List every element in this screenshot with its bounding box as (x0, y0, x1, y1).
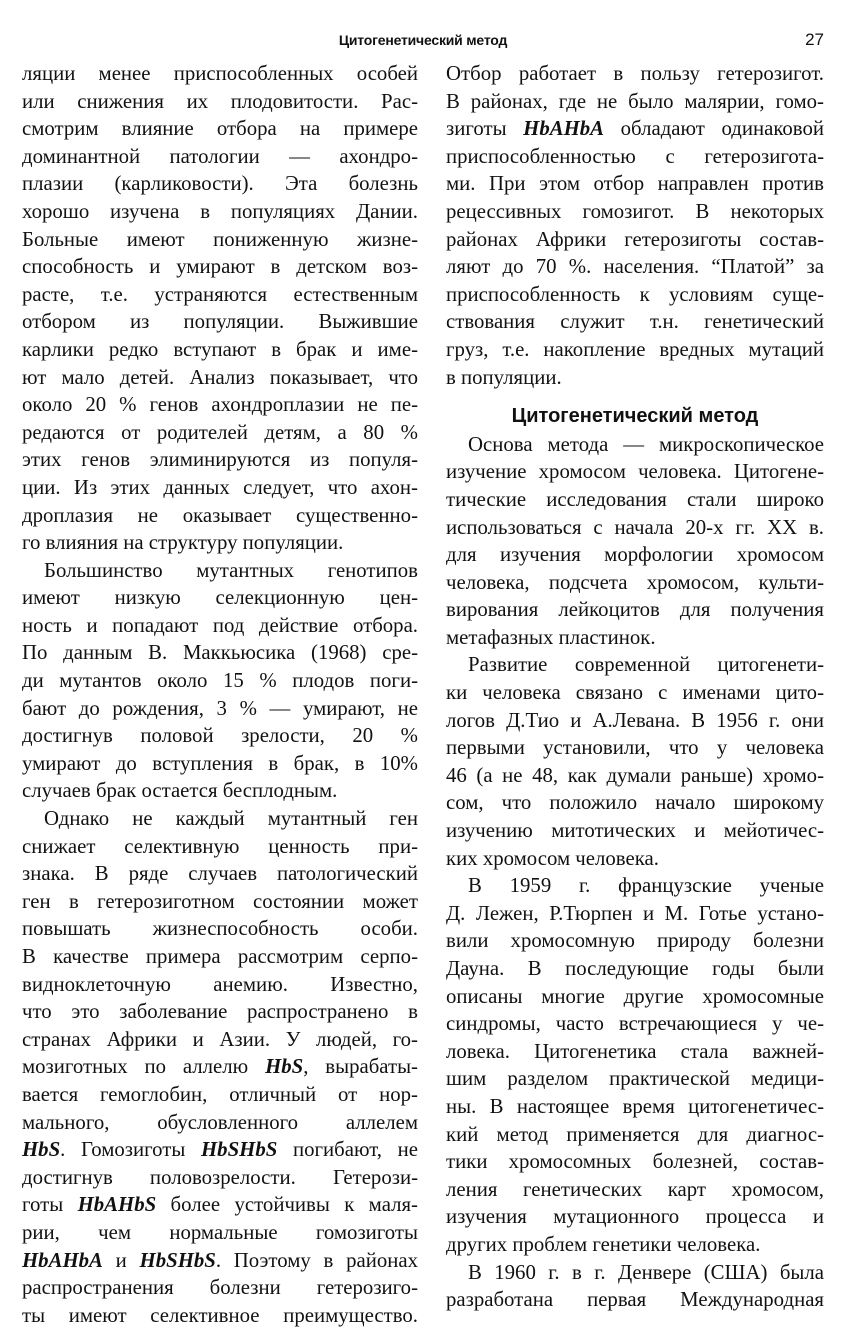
text-line: Однако не каждый мутантный ген (44, 807, 418, 831)
text-line: способность и умирают в детском воз- (22, 255, 418, 279)
text-line: По данным В. Маккьюсика (1968) сре- (22, 641, 418, 665)
text-line: логов Д.Тио и А.Левана. В 1956 г. они (446, 708, 824, 732)
text-line: В 1959 г. французские ученые (468, 874, 824, 898)
left-column (22, 60, 418, 1329)
text-line: доминантной патологии — ахондро- (22, 144, 418, 168)
text-line: первыми установили, что у человека (446, 736, 824, 760)
text-line: ми. При этом отбор направлен против (446, 172, 824, 196)
text-line: распространения болезни гетерозиго- (22, 1276, 418, 1300)
text-line: ции. Из этих данных следует, что ахон- (22, 475, 418, 499)
text-line: ди мутантов около 15 % плодов поги- (22, 669, 418, 693)
right-column-bottom (446, 431, 824, 1314)
text-line: В районах, где не было малярии, гомо- (446, 89, 824, 113)
text-line: изучения мутационного процесса и (446, 1205, 824, 1229)
section-heading: Цитогенетический метод (511, 405, 759, 428)
right-column-top (446, 60, 824, 391)
text-line: разработана первая Международная (446, 1288, 824, 1312)
text-line: изучение хромосом человека. Цитогене- (446, 460, 824, 484)
text-line: странах Африки и Азии. У людей, го- (22, 1027, 418, 1051)
text-line: других проблем генетики человека. (446, 1232, 761, 1256)
text-line: мозиготных по аллелю HbS, вырабаты- (22, 1055, 418, 1079)
text-line: рецессивных гомозигот. В некоторых (446, 199, 824, 223)
text-line: Д. Лежен, Р.Тюрпен и М. Готье устано- (446, 901, 824, 925)
text-line: знака. В ряде случаев патологический (22, 862, 418, 886)
text-line: около 20 % генов ахондроплазии не пе- (22, 393, 418, 417)
text-line: случаев брак остается бесплодным. (22, 779, 338, 803)
text-line: хорошо изучена в популяциях Дании. (22, 199, 418, 223)
text-line: готы HbAHbS более устойчивы к маля- (22, 1193, 418, 1217)
text-line: для изучения морфологии хромосом (446, 543, 824, 567)
running-title: Цитогенетический метод (338, 32, 508, 48)
text-line: ствования служит т.н. генетический (446, 310, 824, 334)
text-line: ты имеют селективное преимущество. (22, 1303, 418, 1327)
text-line: шим разделом практической медици- (446, 1067, 824, 1091)
text-line: груз, т.е. накопление вредных мутаций (446, 337, 824, 361)
text-line: расте, т.е. устраняются естественным (22, 282, 418, 306)
text-line: районах Африки гетерозиготы состав- (446, 227, 824, 251)
text-line: ления генетических карт хромосом, (446, 1177, 824, 1201)
text-line: синдромы, часто встречающиеся у че- (446, 1012, 824, 1036)
page-header (22, 32, 824, 52)
text-line: ловека. Цитогенетика стала важней- (446, 1039, 824, 1063)
text-line: снижает селективную ценность при- (22, 834, 418, 858)
text-line: 46 (а не 48, как думали раньше) хромо- (446, 763, 824, 787)
text-line: ют мало детей. Анализ показывает, что (22, 365, 418, 389)
text-line: повышать жизнеспособность особи. (22, 917, 418, 941)
text-line: редаются от родителей детям, а 80 % (22, 420, 418, 444)
text-line: в популяции. (446, 365, 562, 389)
text-line: что это заболевание распространено в (22, 1000, 418, 1024)
text-line: приспособленностью с гетерозигота- (446, 144, 824, 168)
text-line: HbAHbA и HbSHbS. Поэтому в районах (22, 1248, 418, 1272)
text-line: ны. В настоящее время цитогенетичес- (446, 1094, 824, 1118)
text-line: описаны многие другие хромосомные (446, 984, 824, 1008)
text-line: видноклеточную анемию. Известно, (22, 972, 418, 996)
text-line: отбором из популяции. Выжившие (22, 310, 418, 334)
text-line: Развитие современной цитогенети- (468, 653, 824, 677)
text-line: вирования лейкоцитов для получения (446, 598, 824, 622)
text-line: человека, подсчета хромосом, культи- (446, 570, 824, 594)
text-line: достигнув половой зрелости, 20 % (22, 724, 418, 748)
text-line: го влияния на структуру популяции. (22, 531, 344, 555)
right-column (446, 60, 824, 1314)
text-line: ген в гетерозиготном состоянии может (22, 889, 418, 913)
text-line: метафазных пластинок. (446, 625, 656, 649)
text-line: достигнув половозрелости. Гетерози- (22, 1165, 418, 1189)
text-line: ких хромосом человека. (446, 846, 659, 870)
text-line: вается гемоглобин, отличный от нор- (22, 1082, 418, 1106)
text-line: карлики редко вступают в брак и име- (22, 337, 418, 361)
text-line: или снижения их плодовитости. Рас- (22, 89, 418, 113)
text-line: дроплазия не оказывает существенно- (22, 503, 418, 527)
text-line: Больные имеют пониженную жизне- (22, 227, 418, 251)
text-line: умирают до вступления в брак, в 10% (22, 751, 418, 775)
text-line: мального, обусловленного аллелем (22, 1110, 418, 1134)
text-line: ность и попадают под действие отбора. (22, 613, 418, 637)
text-line: зиготы HbAHbA обладают одинаковой (446, 117, 824, 141)
text-line: тические исследования стали широко (446, 487, 824, 511)
text-line: В 1960 г. в г. Денвере (США) была (468, 1260, 824, 1284)
text-line: ляют до 70 %. населения. “Платой” за (446, 255, 824, 279)
text-line: В качестве примера рассмотрим серпо- (22, 945, 418, 968)
text-line: рии, чем нормальные гомозиготы (22, 1220, 418, 1244)
text-line: приспособленность к условиям суще- (446, 282, 824, 306)
text-line: сом, что положило начало широкому (446, 791, 824, 815)
text-line: плазии (карликовости). Эта болезнь (22, 172, 418, 196)
text-line: бают до рождения, 3 % — умирают, не (22, 696, 418, 720)
page-number: 27 (805, 30, 824, 49)
text-line: ки человека связано с именами цито- (446, 681, 824, 705)
text-line: Дауна. В последующие годы были (446, 957, 824, 980)
text-line: тики хромосомных болезней, состав- (446, 1150, 824, 1174)
text-line: Большинство мутантных генотипов (44, 558, 418, 582)
text-line: ляции менее приспособленных особей (22, 62, 418, 85)
text-line: Основа метода — микроскопическое (468, 432, 824, 456)
text-line: смотрим влияние отбора на примере (22, 117, 418, 141)
text-line: использоваться с начала 20-х гг. XX в. (446, 515, 824, 539)
text-line: имеют низкую селекционную цен- (22, 586, 418, 610)
text-line: кий метод применяется для диагнос- (446, 1122, 824, 1146)
text-line: HbS. Гомозиготы HbSHbS погибают, не (22, 1138, 418, 1162)
text-line: вили хромосомную природу болезни (446, 929, 824, 953)
text-line: изучению митотических и мейотичес- (446, 819, 824, 843)
text-line: этих генов элиминируются из популя- (22, 448, 418, 472)
text-line: Отбор работает в пользу гетерозигот. (446, 62, 824, 85)
